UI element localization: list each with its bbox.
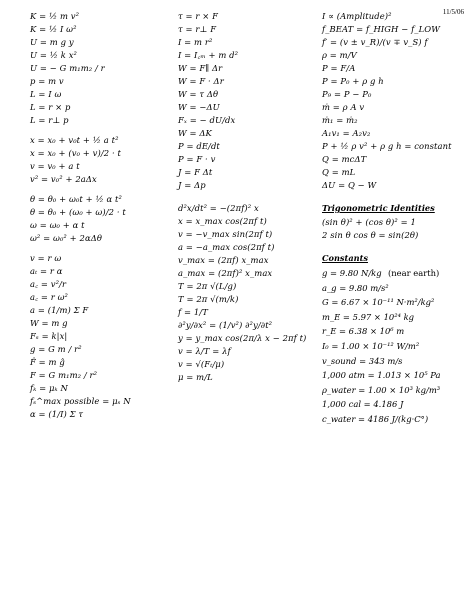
formula: I = I꜀ₘ + m d² [178, 50, 239, 60]
formula: v = −v_max sin(2πf t) [178, 229, 273, 239]
formula: W = −ΔU [178, 102, 220, 112]
formula: a = −a_max cos(2πf t) [178, 242, 275, 252]
formula: v = λ/T = λf [178, 346, 231, 356]
formula: Q = mcΔT [322, 154, 367, 164]
constants-heading: Constants [322, 253, 368, 263]
formula: d²x/dt² = −(2πf)² x [178, 203, 259, 213]
formula: A₁v₁ = A₂v₂ [322, 128, 371, 138]
formula: τ = r × F [178, 11, 219, 21]
formula: Fₛ = k|x| [30, 331, 68, 341]
formula: v = v₀ + a t [30, 161, 80, 171]
constant: 1,000 atm = 1.013 × 10⁵ Pa [322, 370, 441, 381]
formula: Fₓ = − dU/dx [178, 115, 236, 125]
formula: a = (1/m) Σ F [30, 305, 89, 315]
formula: ṁ₁ = ṁ₂ [322, 115, 358, 125]
formula: F̂ = m ĝ [30, 357, 65, 367]
formula: L = I ω [30, 89, 62, 99]
constant: m_E = 5.97 × 10²⁴ kg [322, 311, 415, 322]
constant-row [322, 266, 472, 281]
formula: fₖ = μₖ N [30, 383, 68, 393]
formula: U = m g y [30, 37, 74, 47]
formula: ∂²y/∂x² = (1/v²) ∂²y/∂t² [178, 320, 273, 330]
formula: W = F · Δr [178, 76, 224, 86]
formula: x = x_max cos(2πf t) [178, 216, 267, 226]
formula: I = m r² [178, 37, 213, 47]
formula: a꜀ = r ω² [30, 292, 68, 302]
formula: a꜀ = v²/r [30, 279, 67, 289]
formula: θ = θ₀ + ω₀t + ½ α t² [30, 194, 122, 204]
page-date: 11/5/06 [442, 8, 464, 16]
formula: p = m v [30, 76, 64, 86]
formula: P = F/A [322, 63, 356, 73]
formula: W = τ Δθ [178, 89, 219, 99]
formula: K = ½ I ω² [30, 24, 77, 34]
near-earth-note: (near earth) [388, 268, 440, 278]
formula: fₛ^max possible = μₛ N [30, 396, 131, 406]
constant: v_sound = 343 m/s [322, 355, 403, 366]
formula: ρ = m/V [322, 50, 357, 60]
formula: P = dE/dt [178, 141, 220, 151]
formula: v² = v₀² + 2aΔx [30, 174, 97, 184]
constant: I₀ = 1.00 × 10⁻¹² W/m² [322, 340, 420, 351]
formula: W = ΔK [178, 128, 212, 138]
formula: L = r × p [30, 102, 71, 112]
constant: r_E = 6.38 × 10⁶ m [322, 326, 405, 337]
formula: T = 2π √(m/k) [178, 294, 239, 304]
formula: a_max = (2πf)² x_max [178, 268, 273, 278]
formula: W = F∥ Δr [178, 63, 223, 73]
formula: f_BEAT = f_HIGH − f_LOW [322, 24, 440, 34]
formula: x = x₀ + v₀t + ½ a t² [30, 135, 119, 145]
formula: v = √(Fₜ/μ) [178, 359, 225, 369]
constant: a_g = 9.80 m/s² [322, 282, 389, 293]
formula: aₜ = r α [30, 266, 63, 276]
formula: W = m g [30, 318, 68, 328]
constant: G = 6.67 × 10⁻¹¹ N·m²/kg² [322, 297, 435, 308]
formula: ω = ω₀ + α t [30, 220, 85, 230]
formula: I ∝ (Amplitude)² [322, 11, 392, 21]
formula: J = F Δt [178, 167, 213, 177]
formula: T = 2π √(L/g) [178, 281, 237, 291]
formula: K = ½ m v² [30, 11, 80, 21]
formula: Q = mL [322, 167, 356, 177]
formula: P₉ = P − P₀ [322, 89, 372, 99]
column-2 [178, 10, 328, 384]
formula: g = G m / r² [30, 344, 82, 354]
formula: v_max = (2πf) x_max [178, 255, 269, 265]
formula: (sin θ)² + (cos θ)² = 1 [322, 217, 416, 227]
formula: y = y_max cos(2π/λ x − 2πf t) [178, 333, 307, 343]
formula: F = G m₁m₂ / r² [30, 370, 98, 380]
formula: τ = r⊥ F [178, 24, 217, 34]
constant: c_water = 4186 J/(kg·C°) [322, 413, 429, 424]
constant: 1,000 cal = 4.186 J [322, 399, 404, 410]
formula: α = (1/I) Σ τ [30, 409, 84, 419]
formula: f = 1/T [178, 307, 208, 317]
formula: ω² = ω₀² + 2αΔθ [30, 233, 102, 243]
constant: g = 9.80 N/kg [322, 268, 382, 278]
formula: 2 sin θ cos θ = sin(2θ) [322, 230, 419, 240]
formula: f′ = (v ± v_R)/(v ∓ v_S) f [322, 37, 428, 47]
column-1 [30, 10, 170, 421]
formula: ΔU = Q − W [322, 180, 377, 190]
formula: J = Δp [178, 180, 206, 190]
trig-identities-heading: Trigonometric Identities [322, 203, 435, 213]
column-3 [322, 10, 472, 427]
formula: L = r⊥ p [30, 115, 69, 125]
formula: U = ½ k x² [30, 50, 77, 60]
formula: x = x₀ + (v₀ + v)/2 · t [30, 148, 121, 158]
formula: U = − G m₁m₂ / r [30, 63, 105, 73]
formula: θ = θ₀ + (ω₀ + ω)/2 · t [30, 207, 126, 217]
formula: P = P₀ + ρ g h [322, 76, 384, 86]
formula: v = r ω [30, 253, 62, 263]
formula: ṁ = ρ A v [322, 102, 365, 112]
constant: ρ_water = 1.00 × 10³ kg/m³ [322, 384, 441, 395]
formula: P = F · v [178, 154, 216, 164]
formula: μ = m/L [178, 372, 213, 382]
formula: P + ½ ρ v² + ρ g h = constant [322, 141, 452, 151]
